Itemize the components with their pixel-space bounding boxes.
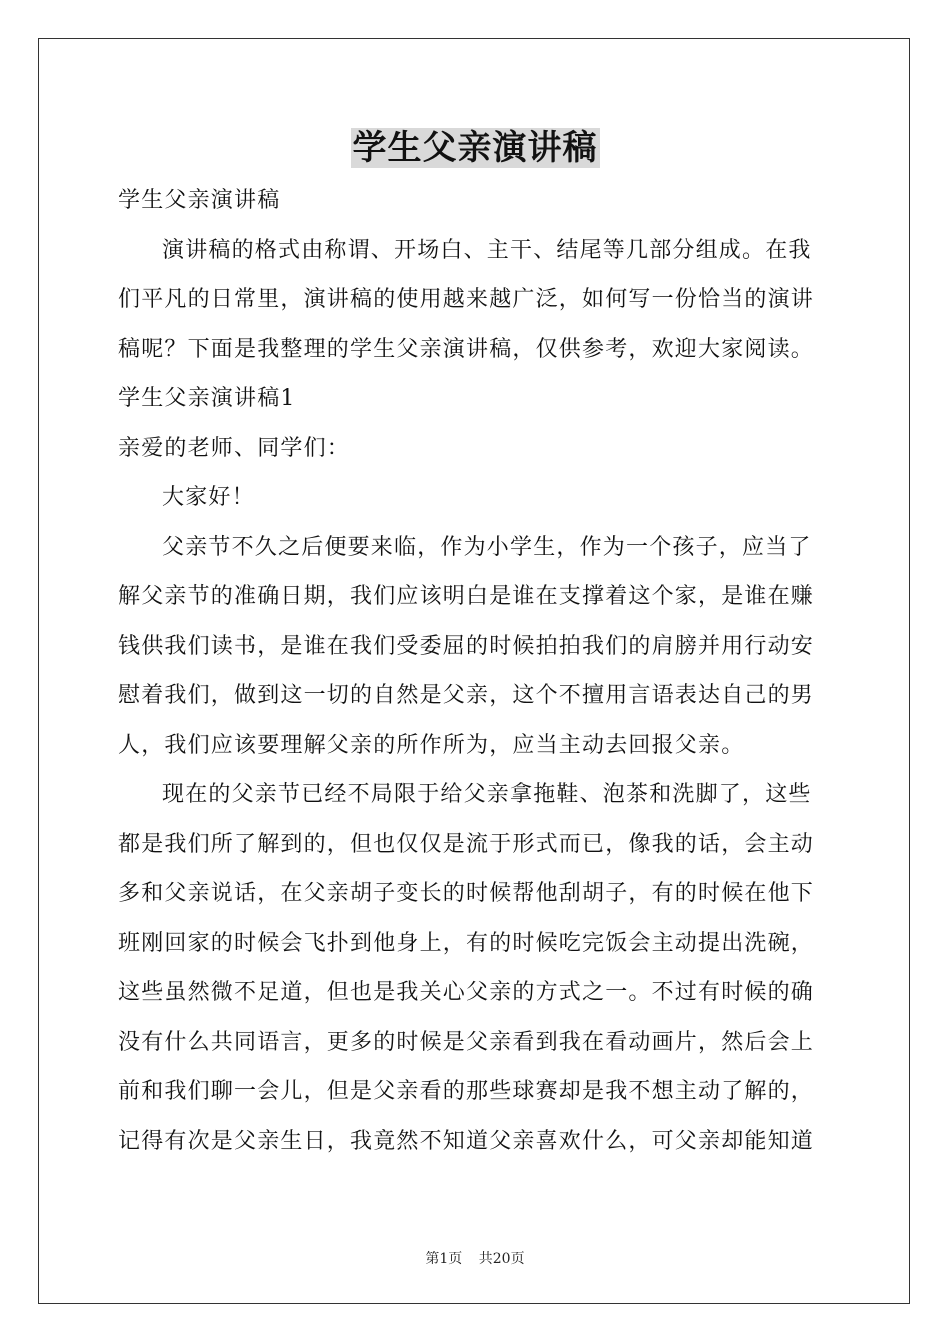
greeting: 大家好！ — [162, 485, 255, 510]
paragraph2-line-7: 前和我们聊一会儿，但是父亲看的那些球赛却是我不想主动了解的， — [118, 1079, 815, 1104]
paragraph2-line-4: 班刚回家的时候会飞扑到他身上，有的时候吃完饭会主动提出洗碗， — [118, 930, 815, 956]
paragraph2-line-8: 记得有次是父亲生日，我竟然不知道父亲喜欢什么，可父亲却能知道 — [118, 1128, 815, 1154]
paragraph2-line-3: 多和父亲说话，在父亲胡子变长的时候帮他刮胡子，有的时候在他下 — [118, 881, 815, 906]
intro-line-2: 们平凡的日常里，演讲稿的使用越来越广泛，如何写一份恰当的演讲 — [118, 287, 815, 312]
intro-line-3: 稿呢？下面是我整理的学生父亲演讲稿，仅供参考，欢迎大家阅读。 — [118, 336, 815, 362]
page-number-total: 共20页 — [478, 1251, 525, 1267]
paragraph2-line-6: 没有什么共同语言，更多的时候是父亲看到我在看动画片，然后会上 — [118, 1029, 815, 1055]
paragraph2-line-2: 都是我们所了解到的，但也仅仅是流于形式而已，像我的话，会主动 — [118, 831, 815, 857]
paragraph2-line-5: 这些虽然微不足道，但也是我关心父亲的方式之一。不过有时候的确 — [118, 980, 815, 1005]
section-heading: 学生父亲演讲稿1 — [118, 386, 296, 411]
paragraph2-line-1: 现在的父亲节已经不局限于给父亲拿拖鞋、泡茶和洗脚了，这些 — [162, 782, 812, 807]
salutation: 亲爱的老师、同学们： — [118, 435, 351, 461]
page-footer — [0, 1248, 950, 1268]
document-body — [118, 176, 834, 1166]
page-number-current: 第1页 — [425, 1251, 463, 1267]
paragraph1-line-2: 解父亲节的准确日期，我们应该明白是谁在支撑着这个家，是谁在赚 — [118, 584, 815, 609]
paragraph1-line-1: 父亲节不久之后便要来临，作为小学生，作为一个孩子，应当了 — [162, 534, 812, 560]
document-subtitle: 学生父亲演讲稿 — [118, 188, 281, 213]
intro-line-1: 演讲稿的格式由称谓、开场白、主干、结尾等几部分组成。在我 — [162, 237, 812, 263]
paragraph1-line-4: 慰着我们，做到这一切的自然是父亲，这个不擅用言语表达自己的男 — [118, 683, 815, 708]
paragraph1-line-5: 人，我们应该要理解父亲的所作所为，应当主动去回报父亲。 — [118, 732, 745, 758]
document-title — [0, 128, 950, 168]
paragraph1-line-3: 钱供我们读书，是谁在我们受委屈的时候拍拍我们的肩膀并用行动安 — [118, 633, 815, 659]
document-title-text: 学生父亲演讲稿 — [352, 128, 598, 168]
